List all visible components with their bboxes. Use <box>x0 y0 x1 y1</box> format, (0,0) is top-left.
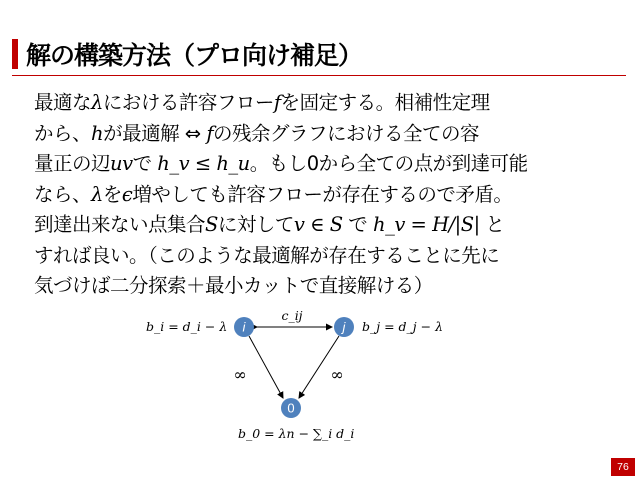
text-run: に対して <box>217 213 294 236</box>
slide-title: 解の構築方法（プロ向け補足） <box>26 41 363 70</box>
page-number: 76 <box>617 461 629 473</box>
b-j-label: b_j = d_j − λ <box>362 319 444 334</box>
text-run: の残余グラフにおける全ての容 <box>213 121 480 145</box>
math-hv-eq: h_v = H/|S| <box>373 213 480 236</box>
math-hv-le-hu: h_v ≤ h_u <box>157 152 250 175</box>
b-i-label: b_i = d_i − λ <box>146 319 228 334</box>
text-run: 到達出来ない点集合 <box>34 213 206 236</box>
text-run: における許容フロー <box>102 91 274 114</box>
text-run: 増やしても許容フローが存在するので矛盾。 <box>132 182 513 206</box>
text-run: なら、 <box>34 182 92 206</box>
text-run: で <box>342 213 374 236</box>
math-lambda: λ <box>91 182 103 206</box>
math-uv: uv <box>110 152 133 175</box>
text-run: 気づけば二分探索＋最小カットで直接解ける） <box>34 274 433 297</box>
edge-i-0 <box>249 336 283 398</box>
text-run: を <box>102 182 122 206</box>
infinity-right-label: ∞ <box>330 365 344 384</box>
math-f: f <box>273 91 281 114</box>
math-f: f <box>206 121 214 145</box>
text-run: が最適解 ⇔ <box>103 121 207 145</box>
edge-capacity-label: c_ij <box>281 308 303 323</box>
text-run: 量正の辺 <box>34 152 111 175</box>
math-S: S <box>205 213 218 236</box>
node-0-label: 0 <box>287 400 295 416</box>
text-run: 最適な <box>34 91 92 114</box>
text-run: 。もし0から全ての点が到達可能 <box>249 152 528 175</box>
text-run: すれば良い。（このような最適解が存在することに先に <box>34 243 500 267</box>
text-run: から、 <box>34 121 92 145</box>
math-lambda: λ <box>91 91 103 114</box>
node-i-label: i <box>242 319 246 335</box>
math-epsilon: ϵ <box>121 182 133 206</box>
text-run: で <box>132 152 158 175</box>
math-v-in-S: v ∈ S <box>293 213 343 236</box>
node-j-label: j <box>342 319 346 335</box>
infinity-left-label: ∞ <box>233 365 247 384</box>
text-run: を固定する。相補性定理 <box>280 91 490 114</box>
text-run: と <box>479 213 505 236</box>
b-0-label: b_0 = λn − ∑_i d_i <box>238 426 355 441</box>
math-h: h <box>91 121 104 145</box>
